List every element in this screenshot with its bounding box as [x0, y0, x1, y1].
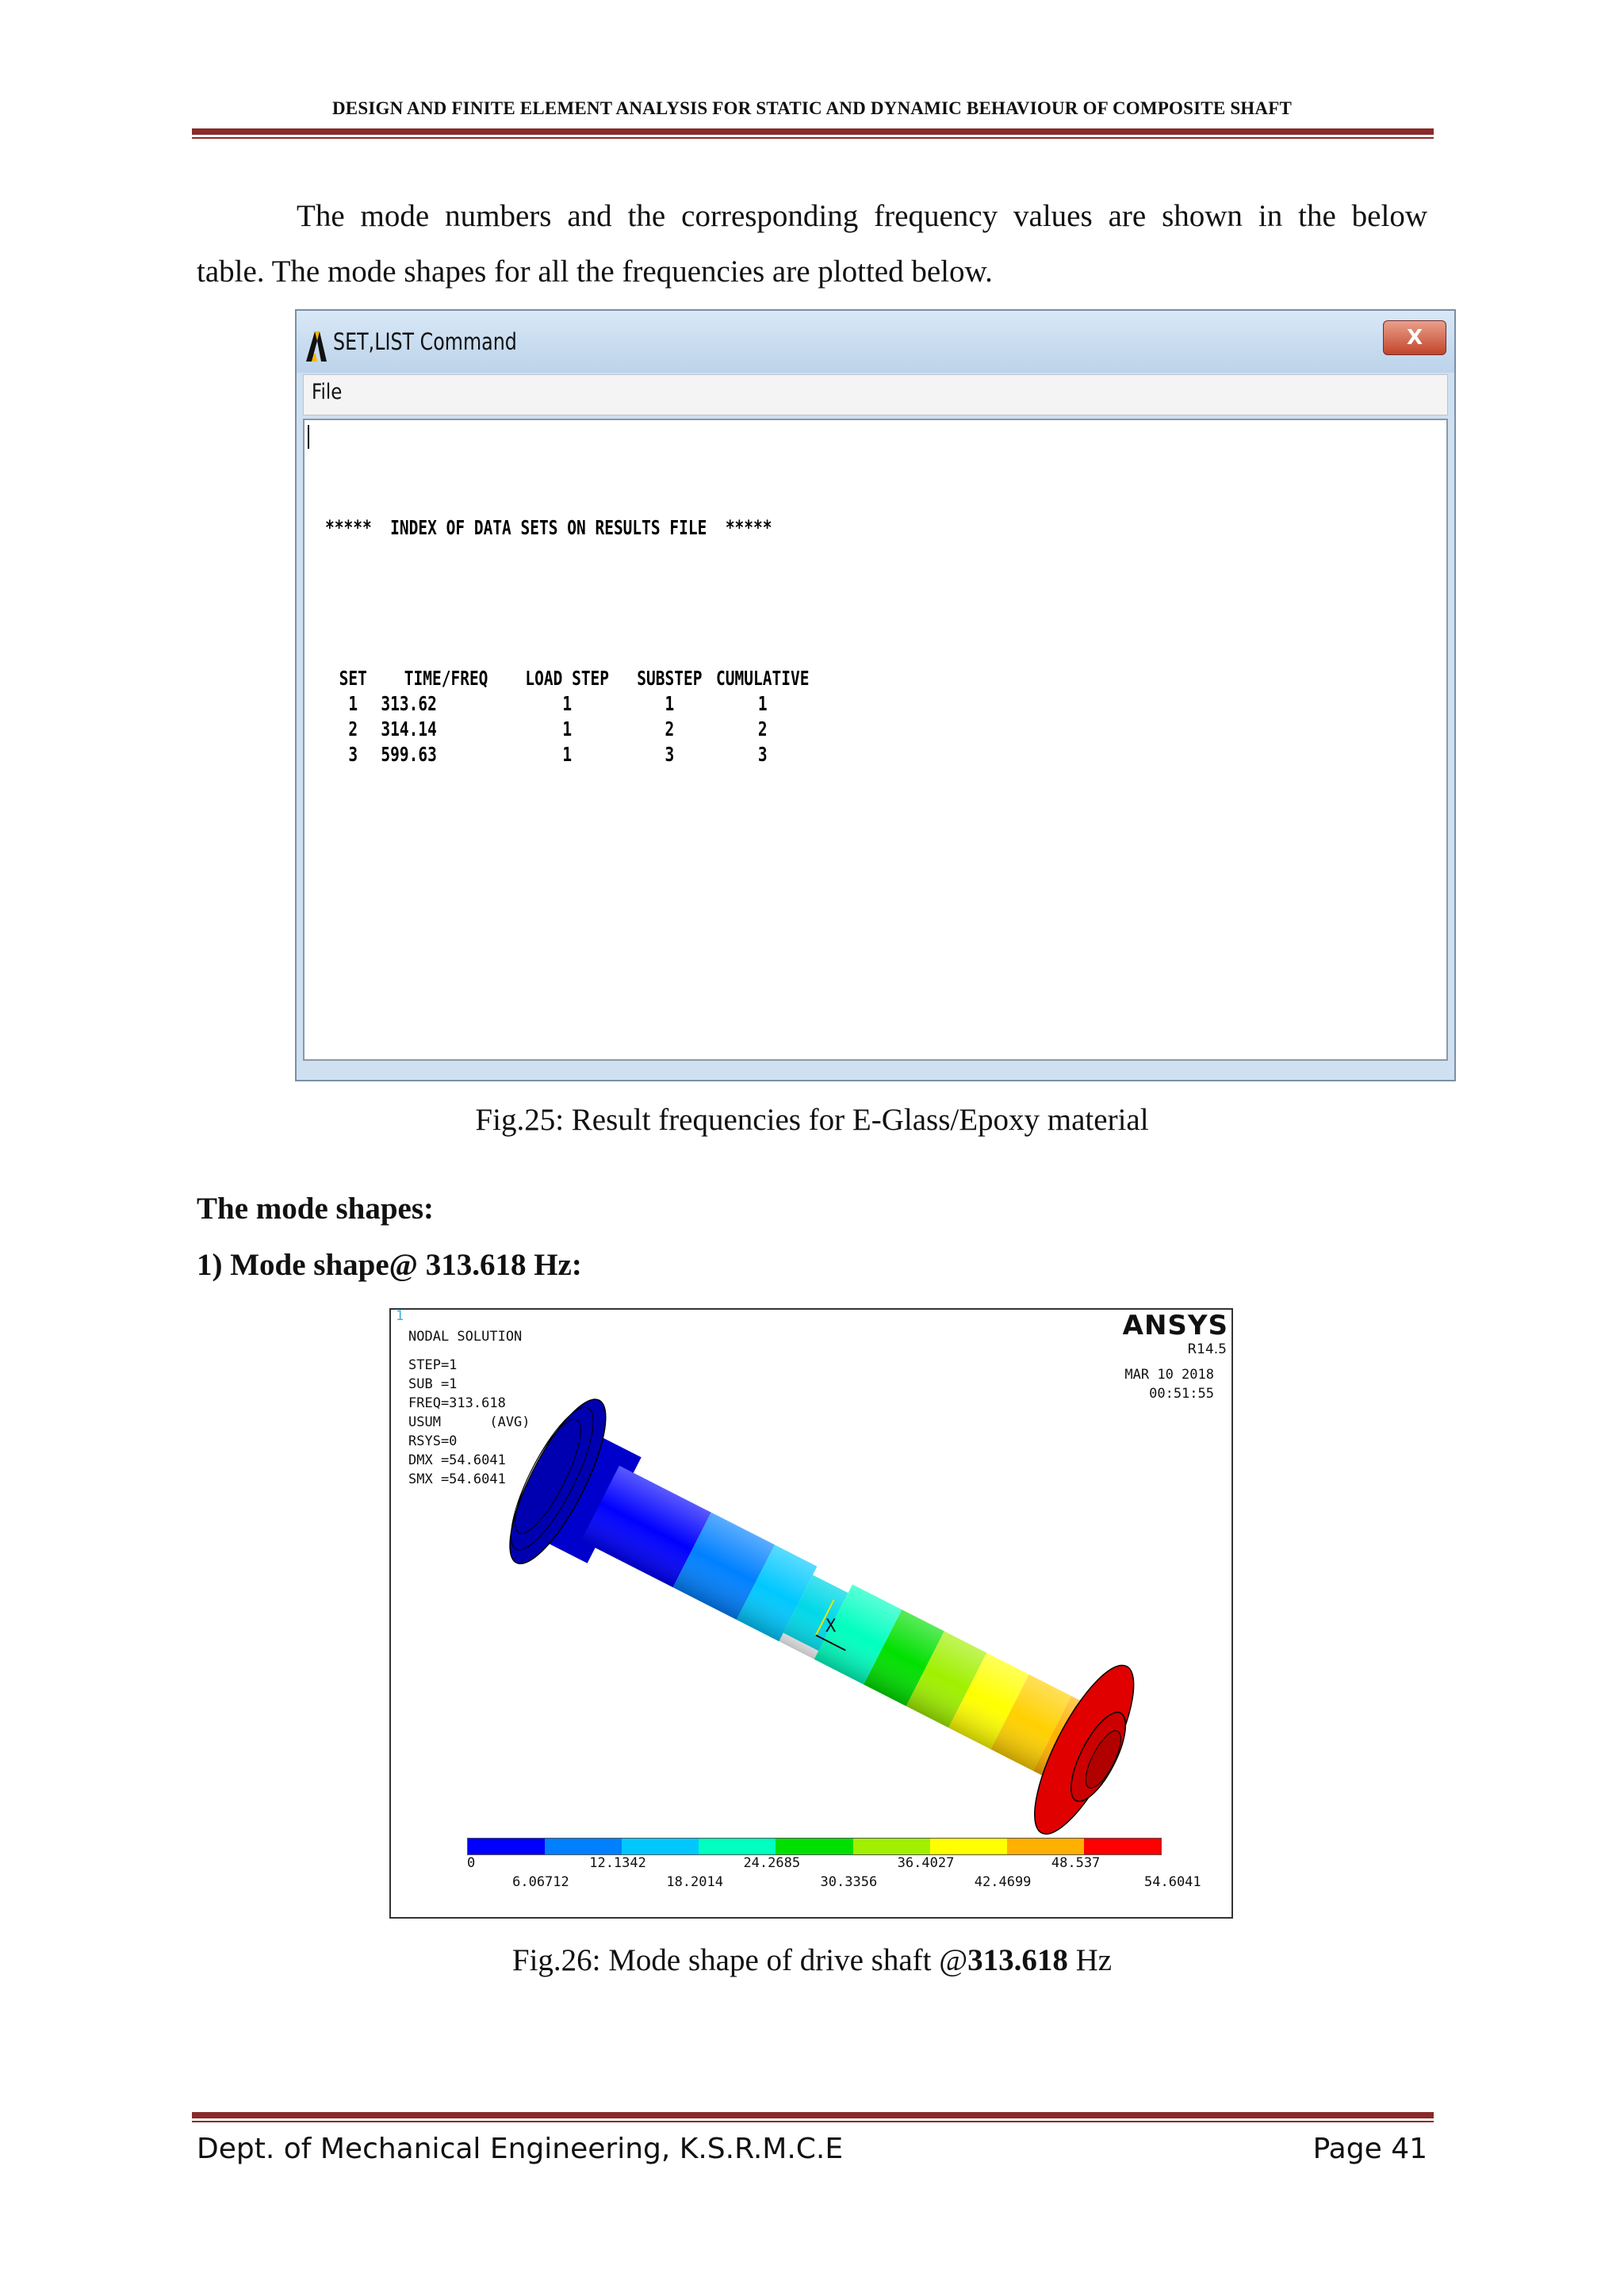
legend-tick-label: 24.2685 [743, 1855, 801, 1871]
intro-line-1: The mode numbers and the corresponding frequency values are shown in the below [297, 199, 1427, 233]
footer-rule-thick [192, 2112, 1434, 2118]
legend-color-band [622, 1839, 699, 1854]
window-title: SET,LIST Command [333, 328, 517, 355]
footer-rule-thin [192, 2121, 1434, 2122]
solution-label: NODAL SOLUTION [408, 1329, 523, 1345]
plot-window-number: 1 [396, 1308, 404, 1324]
shaft-model [391, 1310, 1231, 1917]
close-button[interactable]: X [1383, 320, 1446, 355]
console-heading: ***** INDEX OF DATA SETS ON RESULTS FILE ***** [325, 516, 772, 539]
legend-tick-label: 18.2014 [666, 1874, 723, 1890]
legend-color-band [853, 1839, 930, 1854]
fig26-caption-value: 313.618 [967, 1943, 1068, 1977]
plot-date: MAR 10 2018 [1124, 1367, 1214, 1383]
table-cell: 1 [348, 692, 358, 715]
table-row [325, 717, 809, 742]
console-output-area[interactable] [303, 419, 1448, 1061]
ansys-logo-icon [304, 330, 328, 362]
mode1-heading: 1) Mode shape@ 313.618 Hz: [197, 1248, 582, 1282]
header-rule-thin [192, 137, 1434, 139]
table-cell: 1 [562, 692, 573, 715]
ansys-version: R14.5 [1187, 1341, 1227, 1357]
legend-color-band [1007, 1839, 1084, 1854]
table-header-cell: CUMULATIVE [716, 667, 810, 690]
contour-legend-bar [467, 1838, 1162, 1855]
legend-tick-label: 30.3356 [820, 1874, 878, 1890]
table-cell: 3 [348, 743, 358, 766]
solution-info-line: DMX =54.6041 [408, 1452, 506, 1468]
legend-tick-label: 36.4027 [897, 1855, 955, 1871]
table-cell: 1 [665, 692, 675, 715]
legend-color-band [1084, 1839, 1161, 1854]
table-cell: 599.63 [381, 743, 437, 766]
setlist-window [295, 309, 1456, 1081]
text-caret [308, 425, 309, 449]
table-cell: 314.14 [381, 718, 437, 740]
menu-bar [303, 374, 1448, 415]
legend-color-band [776, 1839, 852, 1854]
footer-department: Dept. of Mechanical Engineering, K.S.R.M.C.E [197, 2133, 844, 2165]
data-sets-table [325, 666, 809, 767]
legend-tick-label: 48.537 [1051, 1855, 1101, 1871]
fig25-caption: Fig.25: Result frequencies for E-Glass/Epoxy material [475, 1103, 1149, 1137]
legend-color-band [930, 1839, 1007, 1854]
solution-info-line: FREQ=313.618 [408, 1395, 506, 1411]
table-row [325, 691, 809, 717]
table-header-cell: TIME/FREQ [404, 667, 488, 690]
legend-color-band [699, 1839, 776, 1854]
solution-info-line: USUM (AVG) [408, 1414, 530, 1430]
section-heading: The mode shapes: [197, 1192, 435, 1226]
intro-paragraph [197, 189, 1427, 300]
ansys-mode-shape-plot [389, 1308, 1233, 1919]
menu-file[interactable]: File [312, 380, 343, 404]
fig26-caption-suffix: Hz [1067, 1943, 1113, 1977]
table-header-row [325, 666, 809, 691]
legend-color-band [545, 1839, 622, 1854]
table-cell: 1 [562, 743, 573, 766]
solution-info-line: SMX =54.6041 [408, 1471, 506, 1487]
legend-tick-label: 54.6041 [1144, 1874, 1201, 1890]
legend-tick-label: 12.1342 [589, 1855, 646, 1871]
footer-page-number: Page 41 [1312, 2133, 1427, 2165]
table-header-cell: SET [339, 667, 367, 690]
table-cell: 2 [757, 718, 768, 740]
table-cell: 2 [665, 718, 675, 740]
legend-tick-label: 0 [467, 1855, 476, 1871]
table-cell: 1 [757, 692, 768, 715]
legend-tick-label: 42.4699 [974, 1874, 1032, 1890]
legend-tick-label: 6.06712 [512, 1874, 569, 1890]
fig26-caption [0, 1942, 1624, 1978]
table-header-cell: SUBSTEP [637, 667, 703, 690]
solution-info-line: SUB =1 [408, 1376, 458, 1392]
fig26-caption-prefix: Fig.26: Mode shape of drive shaft @ [511, 1943, 968, 1977]
header-rule-thick [192, 128, 1434, 135]
legend-color-band [468, 1839, 545, 1854]
table-row [325, 742, 809, 767]
intro-line-2: table. The mode shapes for all the frequencies are plotted below. [197, 254, 993, 289]
table-cell: 313.62 [381, 692, 437, 715]
table-cell: 1 [562, 718, 573, 740]
running-header: DESIGN AND FINITE ELEMENT ANALYSIS FOR STATIC AND DYNAMIC BEHAVIOUR OF COMPOSITE SHAFT [331, 98, 1292, 118]
table-cell: 3 [665, 743, 675, 766]
solution-info-line: STEP=1 [408, 1357, 458, 1373]
plot-time: 00:51:55 [1149, 1386, 1214, 1402]
table-header-cell: LOAD STEP [525, 667, 610, 690]
solution-info-line: RSYS=0 [408, 1433, 458, 1449]
triad-x-label: X [825, 1617, 837, 1636]
table-cell: 3 [757, 743, 768, 766]
window-title-bar[interactable] [297, 311, 1454, 373]
table-cell: 2 [348, 718, 358, 740]
console-text [325, 465, 809, 818]
ansys-brand: ANSYS [1122, 1310, 1228, 1341]
